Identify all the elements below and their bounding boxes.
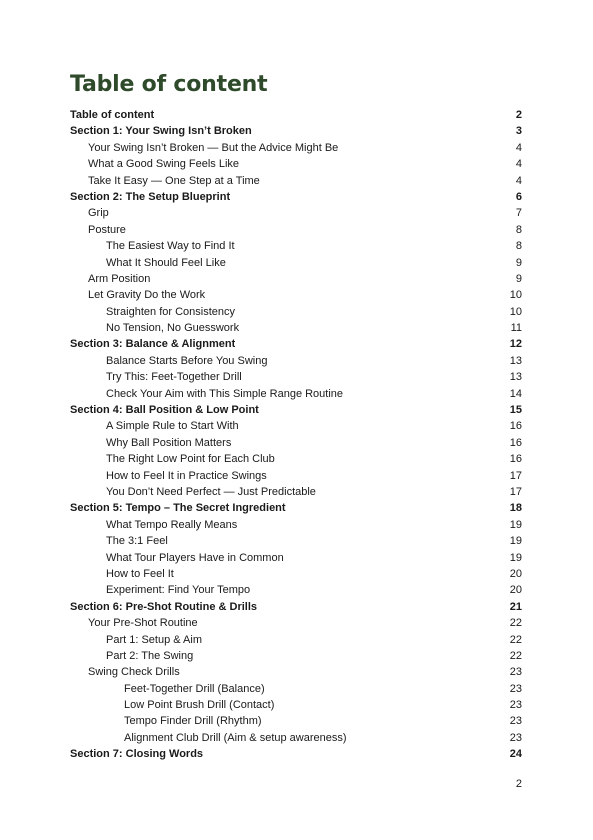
toc-entry-label: Try This: Feet-Together Drill bbox=[106, 371, 242, 384]
toc-subsection-entry[interactable] bbox=[70, 255, 522, 271]
toc-entry-page: 17 bbox=[509, 469, 522, 482]
toc-section-entry[interactable] bbox=[70, 599, 522, 615]
toc-entry-label: Check Your Aim with This Simple Range Routine bbox=[106, 387, 344, 400]
toc-entry-label: What Tour Players Have in Common bbox=[106, 551, 284, 564]
toc-entry-label: Section 3: Balance & Alignment bbox=[70, 338, 236, 351]
toc-entry-label: Swing Check Drills bbox=[88, 666, 180, 679]
toc-entry-page: 9 bbox=[515, 272, 522, 285]
toc-entry-page: 20 bbox=[509, 584, 522, 597]
toc-entry-label: Low Point Brush Drill (Contact) bbox=[124, 699, 275, 712]
toc-section-entry[interactable] bbox=[70, 500, 522, 516]
toc-entry-page: 23 bbox=[509, 699, 522, 712]
toc-subsection-entry[interactable] bbox=[70, 320, 522, 336]
page-title: Table of content bbox=[70, 72, 268, 97]
toc-subsection-entry[interactable] bbox=[70, 615, 522, 631]
toc-subsection-entry[interactable] bbox=[70, 697, 522, 713]
toc-entry-page: 22 bbox=[509, 633, 522, 646]
toc-entry-label: Why Ball Position Matters bbox=[106, 436, 232, 449]
toc-entry-page: 8 bbox=[515, 240, 522, 253]
toc-entry-label: What It Should Feel Like bbox=[106, 256, 226, 269]
toc-subsection-entry[interactable] bbox=[70, 648, 522, 664]
toc-subsection-entry[interactable] bbox=[70, 304, 522, 320]
toc-entry-page: 22 bbox=[509, 617, 522, 630]
toc-entry-label: The 3:1 Feel bbox=[106, 535, 168, 548]
toc-entry-label: How to Feel It bbox=[106, 567, 174, 580]
toc-entry-page: 13 bbox=[509, 354, 522, 367]
toc-entry-page: 18 bbox=[509, 502, 522, 515]
toc-entry-page: 19 bbox=[509, 518, 522, 531]
toc-subsection-entry[interactable] bbox=[70, 730, 522, 746]
toc-entry-label: Let Gravity Do the Work bbox=[88, 289, 206, 302]
toc-subsection-entry[interactable] bbox=[70, 353, 522, 369]
toc-entry-label: Part 2: The Swing bbox=[106, 649, 194, 662]
toc-section-entry[interactable] bbox=[70, 336, 522, 352]
toc-subsection-entry[interactable] bbox=[70, 582, 522, 598]
toc-subsection-entry[interactable] bbox=[70, 222, 522, 238]
toc-entry-label: Section 4: Ball Position & Low Point bbox=[70, 404, 259, 417]
toc-entry-page: 2 bbox=[515, 109, 522, 121]
toc-subsection-entry[interactable] bbox=[70, 451, 522, 467]
toc-entry-page: 16 bbox=[509, 436, 522, 449]
toc-section-entry[interactable] bbox=[70, 123, 522, 139]
toc-entry-page: 19 bbox=[509, 535, 522, 548]
toc-entry-page: 6 bbox=[515, 190, 522, 203]
toc-subsection-entry[interactable] bbox=[70, 533, 522, 549]
toc-entry-label: Part 1: Setup & Aim bbox=[106, 633, 202, 646]
toc-entry-label: How to Feel It in Practice Swings bbox=[106, 469, 267, 482]
toc-entry-page: 11 bbox=[510, 322, 522, 335]
toc-entry-label: Alignment Club Drill (Aim & setup awareness) bbox=[124, 731, 347, 744]
toc-subsection-entry[interactable] bbox=[70, 287, 522, 303]
toc-entry-page: 14 bbox=[509, 387, 522, 400]
toc-section-entry[interactable] bbox=[70, 189, 522, 205]
toc-entry-page: 20 bbox=[509, 567, 522, 580]
toc-entry-label: Take It Easy — One Step at a Time bbox=[88, 174, 260, 187]
toc-subsection-entry[interactable] bbox=[70, 238, 522, 254]
toc-subsection-entry[interactable] bbox=[70, 517, 522, 533]
toc-subsection-entry[interactable] bbox=[70, 681, 522, 697]
toc-section-entry[interactable] bbox=[70, 402, 522, 418]
toc-entry-page: 19 bbox=[509, 551, 522, 564]
toc-subsection-entry[interactable] bbox=[70, 435, 522, 451]
toc-entry-page: 21 bbox=[509, 600, 522, 613]
toc-entry-label: Straighten for Consistency bbox=[106, 305, 236, 318]
toc-entry-label: A Simple Rule to Start With bbox=[106, 420, 239, 433]
toc-entry-page: 23 bbox=[509, 715, 522, 728]
toc-subsection-entry[interactable] bbox=[70, 566, 522, 582]
toc-entry-page: 4 bbox=[515, 174, 522, 187]
toc-entry-label: Arm Position bbox=[88, 272, 151, 285]
toc-subsection-entry[interactable] bbox=[70, 173, 522, 189]
toc-entry-label: Experiment: Find Your Tempo bbox=[106, 584, 251, 597]
toc-entry-page: 12 bbox=[509, 338, 522, 351]
toc-entry-page: 13 bbox=[509, 371, 522, 384]
toc-subsection-entry[interactable] bbox=[70, 140, 522, 156]
toc-entry-page: 3 bbox=[515, 125, 522, 138]
toc-subsection-entry[interactable] bbox=[70, 205, 522, 221]
toc-entry-label: Your Pre-Shot Routine bbox=[88, 617, 198, 630]
toc-subsection-entry[interactable] bbox=[70, 550, 522, 566]
toc-entry-label: Balance Starts Before You Swing bbox=[106, 354, 268, 367]
toc-entry-page: 4 bbox=[515, 158, 522, 171]
toc-entry-label: The Right Low Point for Each Club bbox=[106, 453, 275, 466]
toc-entry-label: Section 2: The Setup Blueprint bbox=[70, 190, 231, 203]
toc-subsection-entry[interactable] bbox=[70, 632, 522, 648]
toc-entry-label: Grip bbox=[88, 207, 109, 220]
toc-entry-label: Table of content bbox=[70, 109, 155, 121]
toc-entry-page: 10 bbox=[509, 305, 522, 318]
toc-entry-page: 4 bbox=[515, 141, 522, 154]
toc-section-entry[interactable] bbox=[70, 107, 522, 123]
toc-entry-page: 16 bbox=[509, 420, 522, 433]
toc-entry-label: What a Good Swing Feels Like bbox=[88, 158, 240, 171]
toc-subsection-entry[interactable] bbox=[70, 369, 522, 385]
toc-subsection-entry[interactable] bbox=[70, 713, 522, 729]
toc-subsection-entry[interactable] bbox=[70, 271, 522, 287]
toc-entry-page: 7 bbox=[515, 207, 522, 220]
toc-entry-page: 8 bbox=[515, 223, 522, 236]
toc-entry-page: 22 bbox=[509, 649, 522, 662]
toc-list bbox=[70, 107, 522, 763]
toc-entry-page: 17 bbox=[509, 485, 522, 498]
toc-subsection-entry[interactable] bbox=[70, 156, 522, 172]
toc-entry-label: Your Swing Isn’t Broken — But the Advice Might Be bbox=[88, 141, 339, 154]
toc-entry-label: No Tension, No Guesswork bbox=[106, 322, 240, 335]
toc-entry-page: 9 bbox=[515, 256, 522, 269]
toc-entry-label: Section 5: Tempo – The Secret Ingredient bbox=[70, 502, 286, 515]
toc-section-entry[interactable] bbox=[70, 746, 522, 762]
toc-entry-page: 24 bbox=[509, 748, 522, 761]
toc-entry-label: Section 1: Your Swing Isn’t Broken bbox=[70, 125, 252, 138]
toc-entry-page: 23 bbox=[509, 666, 522, 679]
toc-entry-page: 16 bbox=[509, 453, 522, 466]
toc-entry-label: What Tempo Really Means bbox=[106, 518, 238, 531]
toc-entry-page: 10 bbox=[509, 289, 522, 302]
toc-subsection-entry[interactable] bbox=[70, 484, 522, 500]
toc-entry-page: 15 bbox=[509, 404, 522, 417]
toc-entry-label: Section 6: Pre-Shot Routine & Drills bbox=[70, 600, 258, 613]
toc-entry-page: 23 bbox=[509, 731, 522, 744]
toc-entry-label: The Easiest Way to Find It bbox=[106, 240, 235, 253]
toc-subsection-entry[interactable] bbox=[70, 386, 522, 402]
toc-subsection-entry[interactable] bbox=[70, 664, 522, 680]
toc-subsection-entry[interactable] bbox=[70, 418, 522, 434]
toc-entry-label: Feet-Together Drill (Balance) bbox=[124, 682, 265, 695]
toc-entry-label: You Don’t Need Perfect — Just Predictable bbox=[106, 485, 316, 498]
toc-entry-label: Tempo Finder Drill (Rhythm) bbox=[124, 715, 262, 728]
toc-entry-label: Section 7: Closing Words bbox=[70, 748, 204, 761]
toc-subsection-entry[interactable] bbox=[70, 468, 522, 484]
toc-entry-page: 23 bbox=[509, 682, 522, 695]
footer-page-number: 2 bbox=[515, 778, 522, 790]
toc-entry-label: Posture bbox=[88, 223, 126, 236]
